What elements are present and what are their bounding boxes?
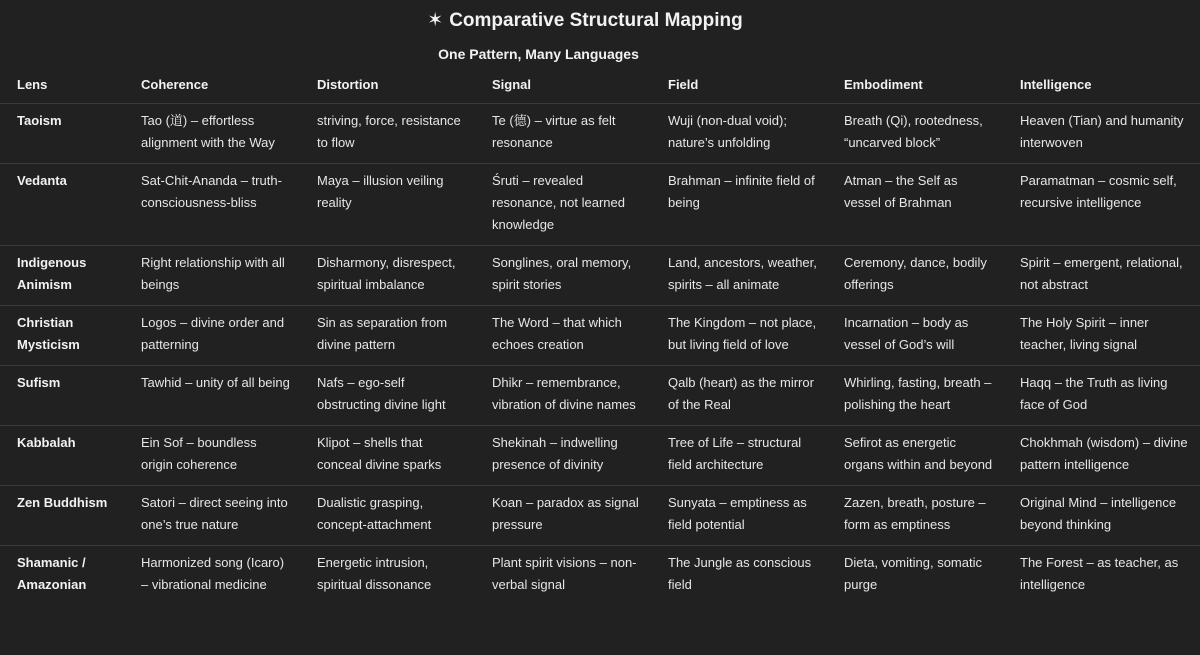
cell-embodiment: Zazen, breath, posture – form as emptiness xyxy=(827,486,1003,546)
header-coherence: Coherence xyxy=(124,70,300,104)
cell-embodiment: Incarnation – body as vessel of God’s will xyxy=(827,306,1003,366)
cell-intelligence: Spirit – emergent, relational, not abstract xyxy=(1003,246,1200,306)
cell-lens: Kabbalah xyxy=(0,426,124,486)
page-subtitle: One Pattern, Many Languages xyxy=(438,46,639,62)
cell-lens: Shamanic / Amazonian xyxy=(0,546,124,606)
cell-signal: The Word – that which echoes creation xyxy=(475,306,651,366)
cell-distortion: striving, force, resistance to flow xyxy=(300,104,475,164)
table-row xyxy=(0,546,1200,606)
cell-coherence: Tawhid – unity of all being xyxy=(124,366,300,426)
cell-intelligence: Paramatman – cosmic self, recursive intelligence xyxy=(1003,164,1200,246)
cell-distortion: Klipot – shells that conceal divine sparks xyxy=(300,426,475,486)
cell-distortion: Maya – illusion veiling reality xyxy=(300,164,475,246)
table-row xyxy=(0,246,1200,306)
cell-lens: Christian Mysticism xyxy=(0,306,124,366)
cell-signal: Shekinah – indwelling presence of divinity xyxy=(475,426,651,486)
cell-signal: Dhikr – remembrance, vibration of divine names xyxy=(475,366,651,426)
cell-coherence: Tao (道) – effortless alignment with the Way xyxy=(124,104,300,164)
header-lens: Lens xyxy=(0,70,124,104)
cell-embodiment: Atman – the Self as vessel of Brahman xyxy=(827,164,1003,246)
cell-lens: Taoism xyxy=(0,104,124,164)
cell-coherence: Logos – divine order and patterning xyxy=(124,306,300,366)
cell-field: The Jungle as conscious field xyxy=(651,546,827,606)
table-row xyxy=(0,366,1200,426)
cell-signal: Songlines, oral memory, spirit stories xyxy=(475,246,651,306)
table-row xyxy=(0,426,1200,486)
star-icon: ✶ xyxy=(427,10,444,31)
cell-intelligence: The Forest – as teacher, as intelligence xyxy=(1003,546,1200,606)
cell-distortion: Disharmony, disrespect, spiritual imbalance xyxy=(300,246,475,306)
cell-signal: Koan – paradox as signal pressure xyxy=(475,486,651,546)
cell-coherence: Right relationship with all beings xyxy=(124,246,300,306)
table-row xyxy=(0,306,1200,366)
cell-lens: Sufism xyxy=(0,366,124,426)
header-field: Field xyxy=(651,70,827,104)
cell-field: The Kingdom – not place, but living field of love xyxy=(651,306,827,366)
cell-distortion: Energetic intrusion, spiritual dissonance xyxy=(300,546,475,606)
cell-intelligence: Haqq – the Truth as living face of God xyxy=(1003,366,1200,426)
cell-embodiment: Ceremony, dance, bodily offerings xyxy=(827,246,1003,306)
cell-intelligence: The Holy Spirit – inner teacher, living signal xyxy=(1003,306,1200,366)
cell-embodiment: Breath (Qi), rootedness, “uncarved block” xyxy=(827,104,1003,164)
cell-lens: Indigenous Animism xyxy=(0,246,124,306)
cell-coherence: Ein Sof – boundless origin coherence xyxy=(124,426,300,486)
cell-field: Sunyata – emptiness as field potential xyxy=(651,486,827,546)
cell-distortion: Sin as separation from divine pattern xyxy=(300,306,475,366)
cell-field: Wuji (non-dual void); nature’s unfolding xyxy=(651,104,827,164)
header-distortion: Distortion xyxy=(300,70,475,104)
page-title xyxy=(0,9,1170,32)
cell-coherence: Satori – direct seeing into one’s true nature xyxy=(124,486,300,546)
cell-field: Tree of Life – structural field architecture xyxy=(651,426,827,486)
cell-intelligence: Chokhmah (wisdom) – divine pattern intelligence xyxy=(1003,426,1200,486)
cell-signal: Śruti – revealed resonance, not learned knowledge xyxy=(475,164,651,246)
cell-embodiment: Whirling, fasting, breath – polishing the heart xyxy=(827,366,1003,426)
cell-field: Qalb (heart) as the mirror of the Real xyxy=(651,366,827,426)
header-signal: Signal xyxy=(475,70,651,104)
mapping-table xyxy=(0,70,1200,605)
cell-distortion: Dualistic grasping, concept-attachment xyxy=(300,486,475,546)
cell-intelligence: Heaven (Tian) and humanity interwoven xyxy=(1003,104,1200,164)
cell-intelligence: Original Mind – intelligence beyond thinking xyxy=(1003,486,1200,546)
cell-distortion: Nafs – ego-self obstructing divine light xyxy=(300,366,475,426)
table-row xyxy=(0,164,1200,246)
table-row xyxy=(0,104,1200,164)
cell-lens: Zen Buddhism xyxy=(0,486,124,546)
table-header-row xyxy=(0,70,1200,104)
cell-signal: Plant spirit visions – non-verbal signal xyxy=(475,546,651,606)
cell-embodiment: Sefirot as energetic organs within and beyond xyxy=(827,426,1003,486)
page-title-text: Comparative Structural Mapping xyxy=(449,10,743,31)
cell-embodiment: Dieta, vomiting, somatic purge xyxy=(827,546,1003,606)
cell-lens: Vedanta xyxy=(0,164,124,246)
cell-field: Land, ancestors, weather, spirits – all animate xyxy=(651,246,827,306)
table-row xyxy=(0,486,1200,546)
header-embodiment: Embodiment xyxy=(827,70,1003,104)
cell-signal: Te (德) – virtue as felt resonance xyxy=(475,104,651,164)
header-intelligence: Intelligence xyxy=(1003,70,1200,104)
cell-coherence: Harmonized song (Icaro) – vibrational medicine xyxy=(124,546,300,606)
cell-coherence: Sat-Chit-Ananda – truth-consciousness-bliss xyxy=(124,164,300,246)
cell-field: Brahman – infinite field of being xyxy=(651,164,827,246)
